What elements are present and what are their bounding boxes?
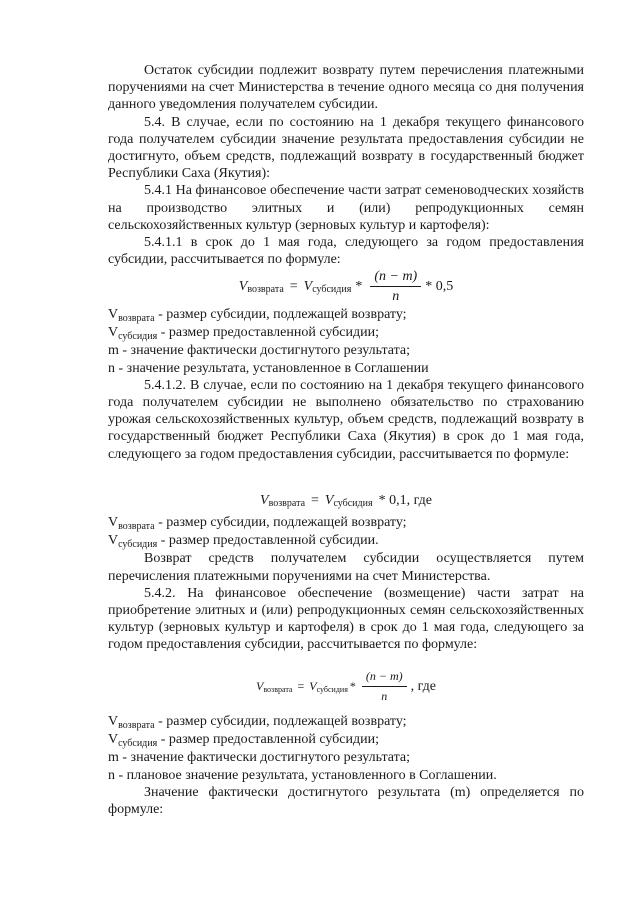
paragraph-return-order: Возврат средств получателем субсидии осуществляется путем перечисления платежными поручениями на счет Министерства. xyxy=(108,551,584,584)
definition-n: n - значение результата, установленное в Соглашении xyxy=(108,360,429,376)
definition-m-3: m - значение фактически достигнутого результата; xyxy=(108,750,411,766)
definition-v-return-3: $V_{возврата}$ - размер субсидии, подлежащей возврату; xyxy=(108,714,407,731)
paragraph-5-4-1-2: 5.4.1.2. В случае, если по состоянию на 1 декабря текущего финансового года получателем субсидии не выполнено обязательство по страхованию урожая сельскохозяйственных культур, объем средств, подлежащий возврату в государственный бюджет Республики Саха (Якутия) в срок до 1 мая года, следующего за годом предоставления субсидии, рассчитывается по формуле: xyxy=(108,377,584,462)
formula-3: V возврата = V субсидия * $\frac{(n - m)}{n}$ , где xyxy=(108,668,584,705)
formula-2: V возврата = V субсидия * 0,1 , где xyxy=(260,493,432,509)
formula-1-fraction: $\frac{(n - m)}{n}$ xyxy=(370,268,421,305)
definitions-3 xyxy=(108,713,584,818)
definition-v-return-2: $V_{возврата}$ - размер субсидии, подлежащей возврату; xyxy=(108,515,407,532)
definition-v-subsidy-3: $V_{субсидия}$ - размер предоставленной субсидии; xyxy=(108,732,379,750)
paragraph-5-4-1-1: 5.4.1.1 в срок до 1 мая года, следующего за годом предоставления субсидии, рассчитывается по формуле: xyxy=(108,235,584,268)
paragraph-remainder-return: Остаток субсидии подлежит возврату путем перечисления платежными поручениями на счет Министерства в течение одного месяца со дня получения данного уведомления получателем субсидии. xyxy=(108,63,584,113)
definition-v-subsidy-2: $V_{субсидия}$ - размер предоставленной субсидии. xyxy=(108,533,379,551)
definition-v-return: $V_{возврата}$ - размер субсидии, подлежащей возврату; xyxy=(108,307,407,324)
definitions-2 xyxy=(108,514,584,654)
text-block-1 xyxy=(108,62,584,268)
definition-v-subsidy: $V_{субсидия}$ - размер предоставленной субсидии; xyxy=(108,325,379,343)
formula-3-fraction: $\frac{(n - m)}{n}$ xyxy=(362,668,407,705)
paragraph-5-4-1: 5.4.1 На финансовое обеспечение части затрат семеноводческих хозяйств на производство элитных и (или) репродукционных семян сельскохозяйственных культур (зерновых культур и картофеля): xyxy=(108,183,584,233)
definitions-1 xyxy=(108,306,584,463)
definition-n-3: n - плановое значение результата, установленного в Соглашении. xyxy=(108,767,497,783)
paragraph-m-formula: Значение фактически достигнутого результата (m) определяется по формуле: xyxy=(108,784,584,818)
formula-1: V возврата = V субсидия * $\frac{(n - m)}{n}$ * 0,5 xyxy=(238,269,454,305)
paragraph-5-4: 5.4. В случае, если по состоянию на 1 декабря текущего финансового года получателем субсидии значение результата предоставления субсидии не достигнуто, объем средств, подлежащий возврату в государственный бюджет Республики Саха (Якутия): xyxy=(108,114,584,182)
definition-m: m - значение фактически достигнутого результата; xyxy=(108,343,411,359)
paragraph-5-4-2: 5.4.2. На финансовое обеспечение (возмещение) части затрат на приобретение элитных и (или) репродукционных семян сельскохозяйственных культур (зерновых культур и картофеля) в срок до 1 мая года, следующего за годом предоставления субсидии, рассчитывается по формуле: xyxy=(108,585,584,653)
